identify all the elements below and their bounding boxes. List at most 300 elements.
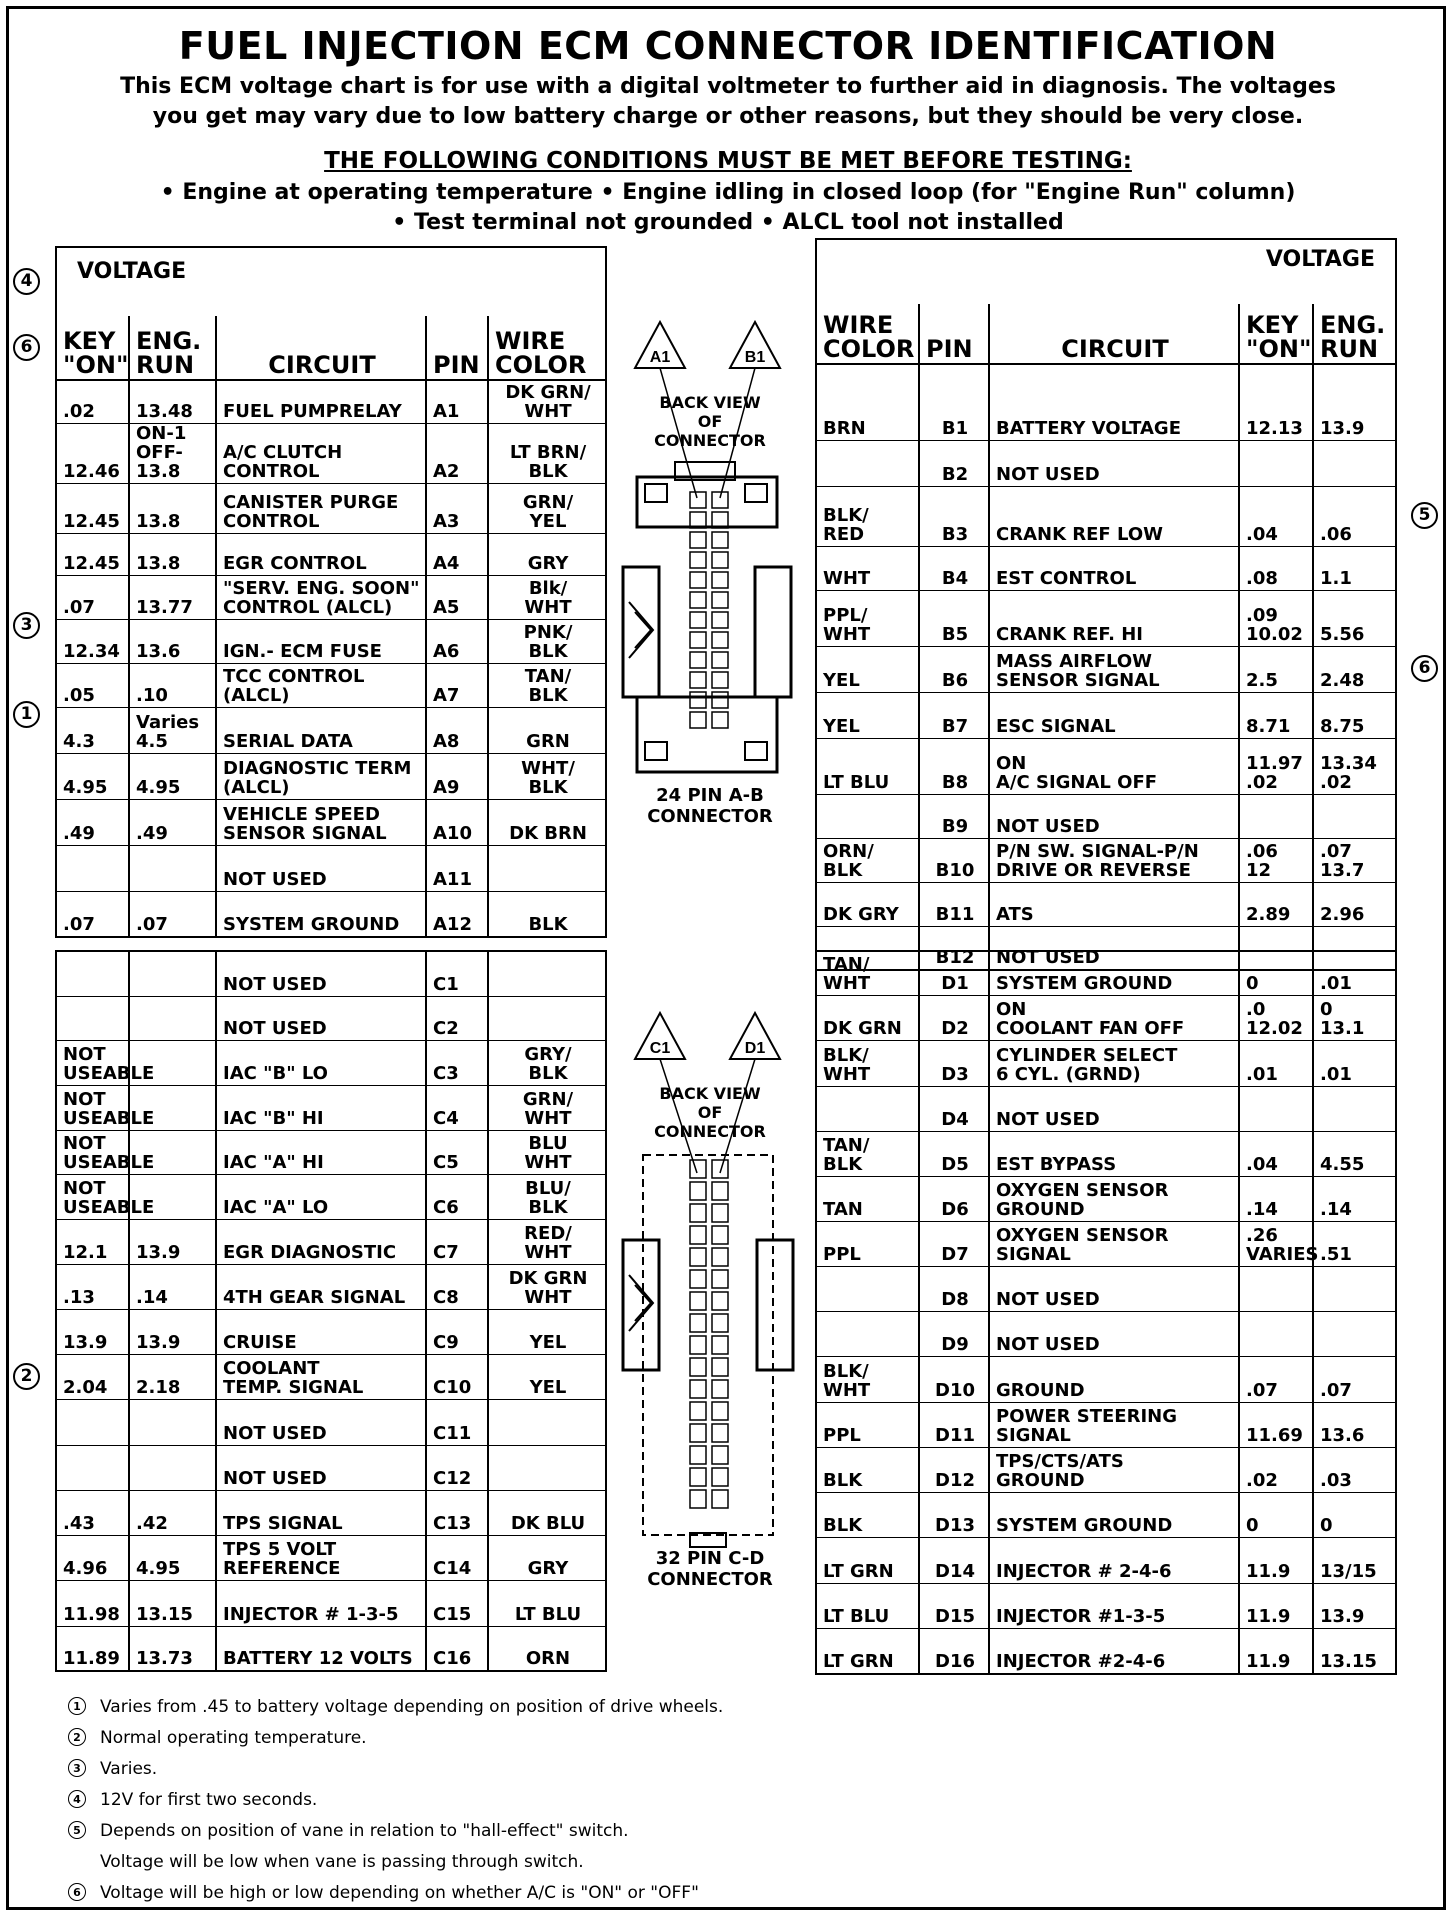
col-eng-run: ENG. RUN bbox=[129, 316, 216, 380]
eng-run-cell: .03 bbox=[1313, 1447, 1396, 1492]
key-on-cell: NOT USEABLE bbox=[56, 1174, 129, 1219]
circuit-cell: BATTERY VOLTAGE bbox=[989, 364, 1239, 440]
pin-cell: B5 bbox=[919, 590, 989, 646]
table-row bbox=[56, 1264, 606, 1309]
key-on-cell: 12.13 bbox=[1239, 364, 1313, 440]
pin-cell: B12 bbox=[919, 926, 989, 970]
table-row bbox=[56, 1626, 606, 1671]
table-row bbox=[816, 546, 1396, 590]
col-key-on: KEY "ON" bbox=[56, 316, 129, 380]
table-row bbox=[56, 799, 606, 845]
eng-run-cell: 13.15 bbox=[129, 1580, 216, 1626]
col-eng-run-right: ENG. RUN bbox=[1313, 304, 1396, 364]
eng-run-cell: 13.8 bbox=[129, 483, 216, 533]
circuit-cell: INJECTOR # 1-3-5 bbox=[216, 1580, 426, 1626]
connector-pin bbox=[690, 1314, 706, 1332]
pin-cell: C7 bbox=[426, 1219, 488, 1264]
circuit-cell: EGR CONTROL bbox=[216, 533, 426, 575]
pin-cell: C12 bbox=[426, 1445, 488, 1490]
circuit-cell: FUEL PUMPRELAY bbox=[216, 380, 426, 423]
pin-cell: A5 bbox=[426, 575, 488, 619]
eng-run-cell: .42 bbox=[129, 1490, 216, 1535]
key-on-cell: 11.9 bbox=[1239, 1628, 1313, 1674]
eng-run-cell bbox=[129, 1445, 216, 1490]
footnote-item bbox=[68, 1785, 723, 1816]
connector-pin bbox=[712, 1248, 728, 1266]
table-row bbox=[816, 838, 1396, 882]
key-on-cell: 2.5 bbox=[1239, 646, 1313, 692]
table-row bbox=[56, 1174, 606, 1219]
wire-color-cell: TAN bbox=[816, 1176, 919, 1221]
eng-run-cell bbox=[1313, 440, 1396, 486]
circuit-cell: VEHICLE SPEED SENSOR SIGNAL bbox=[216, 799, 426, 845]
pin-cell: C14 bbox=[426, 1535, 488, 1580]
pin-cell: B8 bbox=[919, 738, 989, 794]
connector-pin bbox=[690, 572, 706, 588]
table-row bbox=[816, 1447, 1396, 1492]
wire-color-cell: LT BLU bbox=[816, 1583, 919, 1628]
connector-pin bbox=[712, 612, 728, 628]
connector-pin bbox=[690, 592, 706, 608]
connector-pin bbox=[690, 712, 706, 728]
wire-color-cell: TAN/ BLK bbox=[488, 663, 606, 707]
table-d-pins bbox=[815, 950, 1397, 1675]
wire-color-cell bbox=[816, 1266, 919, 1311]
table-row bbox=[56, 951, 606, 996]
footnote-text: Voltage will be high or low depending on whether A/C is "ON" or "OFF" bbox=[100, 1883, 699, 1903]
eng-run-cell: 13.34 .02 bbox=[1313, 738, 1396, 794]
pin-cell: A9 bbox=[426, 753, 488, 799]
eng-run-cell bbox=[1313, 1266, 1396, 1311]
connector-ab-label: 24 PIN A-B CONNECTOR bbox=[647, 785, 773, 827]
footnote-text: Depends on position of vane in relation to "hall-effect" switch. Voltage will be low when vane is passing through switch. bbox=[100, 1821, 629, 1872]
connector-cd-label: 32 PIN C-D CONNECTOR bbox=[647, 1548, 773, 1590]
pin-cell: D2 bbox=[919, 995, 989, 1040]
table-row bbox=[56, 663, 606, 707]
circuit-cell: NOT USED bbox=[216, 1399, 426, 1445]
wire-color-cell: PPL bbox=[816, 1221, 919, 1266]
wire-color-cell: LT GRN bbox=[816, 1628, 919, 1674]
table-row bbox=[56, 483, 606, 533]
connector-pin bbox=[690, 1358, 706, 1376]
eng-run-cell: 13.73 bbox=[129, 1626, 216, 1671]
eng-run-cell: 13/15 bbox=[1313, 1537, 1396, 1583]
footnote-number: 6 bbox=[68, 1883, 86, 1901]
circuit-cell: CRUISE bbox=[216, 1309, 426, 1354]
pin-cell: B3 bbox=[919, 486, 989, 546]
connector-pin bbox=[690, 1204, 706, 1222]
key-on-cell: .06 12 bbox=[1239, 838, 1313, 882]
wire-color-cell: LT BLU bbox=[488, 1580, 606, 1626]
connector-pin bbox=[712, 1402, 728, 1420]
circuit-cell: NOT USED bbox=[989, 1266, 1239, 1311]
eng-run-cell bbox=[129, 845, 216, 891]
connector-ab-body bbox=[623, 462, 791, 777]
pin-cell: A11 bbox=[426, 845, 488, 891]
key-on-cell bbox=[56, 951, 129, 996]
table-row bbox=[816, 1402, 1396, 1447]
wire-color-cell: GRY/ BLK bbox=[488, 1040, 606, 1085]
circuit-cell: CANISTER PURGE CONTROL bbox=[216, 483, 426, 533]
key-on-cell bbox=[56, 996, 129, 1040]
pin-cell: C6 bbox=[426, 1174, 488, 1219]
pin-cell: A8 bbox=[426, 707, 488, 753]
wire-color-cell: PPL/ WHT bbox=[816, 590, 919, 646]
table-row bbox=[56, 575, 606, 619]
pin-cell: D14 bbox=[919, 1537, 989, 1583]
circuit-cell: "SERV. ENG. SOON" CONTROL (ALCL) bbox=[216, 575, 426, 619]
connector-pin bbox=[712, 1380, 728, 1398]
table-row bbox=[56, 1354, 606, 1399]
circuit-cell: OXYGEN SENSOR SIGNAL bbox=[989, 1221, 1239, 1266]
eng-run-cell: .10 bbox=[129, 663, 216, 707]
connector-pin bbox=[712, 1270, 728, 1288]
circuit-cell: GROUND bbox=[989, 1356, 1239, 1402]
wire-color-cell: TAN/ BLK bbox=[816, 1131, 919, 1176]
wire-color-cell bbox=[816, 440, 919, 486]
table-row bbox=[816, 692, 1396, 738]
table-row bbox=[816, 364, 1396, 440]
conditions-line-1: • Engine at operating temperature • Engine idling in closed loop (for "Engine Run" column) bbox=[160, 180, 1296, 205]
circuit-cell: OXYGEN SENSOR GROUND bbox=[989, 1176, 1239, 1221]
pin-cell: C13 bbox=[426, 1490, 488, 1535]
wire-color-cell: DK GRY bbox=[816, 882, 919, 926]
eng-run-cell bbox=[1313, 1311, 1396, 1356]
key-on-cell: 12.34 bbox=[56, 619, 129, 663]
connector-cd-pins bbox=[690, 1160, 728, 1508]
circuit-cell: ON COOLANT FAN OFF bbox=[989, 995, 1239, 1040]
connector-pin bbox=[712, 1424, 728, 1442]
footnote-number: 2 bbox=[68, 1728, 86, 1746]
pin-cell: A4 bbox=[426, 533, 488, 575]
pin-cell: D8 bbox=[919, 1266, 989, 1311]
key-on-cell: .04 bbox=[1239, 486, 1313, 546]
table-c-pins bbox=[55, 950, 607, 1672]
table-row bbox=[816, 995, 1396, 1040]
footnotes bbox=[68, 1692, 723, 1909]
key-on-cell: 11.9 bbox=[1239, 1583, 1313, 1628]
connector-pin bbox=[712, 1336, 728, 1354]
wire-color-cell bbox=[488, 1399, 606, 1445]
footnote-item bbox=[68, 1816, 723, 1878]
connector-pin bbox=[690, 1248, 706, 1266]
circuit-cell: EST CONTROL bbox=[989, 546, 1239, 590]
circuit-cell: ESC SIGNAL bbox=[989, 692, 1239, 738]
pin-cell: C15 bbox=[426, 1580, 488, 1626]
wire-color-cell: DK GRN/ WHT bbox=[488, 380, 606, 423]
wire-color-cell: BRN bbox=[816, 364, 919, 440]
eng-run-cell bbox=[129, 996, 216, 1040]
connector-pin bbox=[690, 1336, 706, 1354]
table-row bbox=[56, 533, 606, 575]
key-on-cell: 11.98 bbox=[56, 1580, 129, 1626]
wire-color-cell: BLU/ BLK bbox=[488, 1174, 606, 1219]
col-circuit-right: CIRCUIT bbox=[989, 304, 1239, 364]
footnote-marker-6: 6 bbox=[13, 334, 40, 361]
footnote-text: 12V for first two seconds. bbox=[100, 1790, 318, 1810]
table-row bbox=[816, 1311, 1396, 1356]
wire-color-cell: ORN bbox=[488, 1626, 606, 1671]
circuit-cell: DIAGNOSTIC TERM (ALCL) bbox=[216, 753, 426, 799]
connector-pin bbox=[690, 1182, 706, 1200]
wire-color-cell: WHT/ BLK bbox=[488, 753, 606, 799]
key-on-cell: .07 bbox=[56, 891, 129, 937]
pin-cell: C3 bbox=[426, 1040, 488, 1085]
wire-color-cell: LT BLU bbox=[816, 738, 919, 794]
pin-a1-label: A1 bbox=[649, 349, 671, 366]
connector-pin bbox=[712, 1292, 728, 1310]
circuit-cell: CRANK REF. HI bbox=[989, 590, 1239, 646]
eng-run-cell: 2.48 bbox=[1313, 646, 1396, 692]
connector-pin bbox=[690, 1424, 706, 1442]
pin-cell: C4 bbox=[426, 1085, 488, 1130]
table-row bbox=[816, 590, 1396, 646]
key-on-cell: .0 12.02 bbox=[1239, 995, 1313, 1040]
pin-cell: A10 bbox=[426, 799, 488, 845]
eng-run-cell: 4.55 bbox=[1313, 1131, 1396, 1176]
wire-color-cell: YEL bbox=[488, 1354, 606, 1399]
key-on-cell bbox=[1239, 1266, 1313, 1311]
connector-pin bbox=[712, 1468, 728, 1486]
circuit-cell: TPS 5 VOLT REFERENCE bbox=[216, 1535, 426, 1580]
wire-color-cell bbox=[488, 845, 606, 891]
eng-run-cell: 2.18 bbox=[129, 1354, 216, 1399]
table-row bbox=[56, 1085, 606, 1130]
circuit-cell: POWER STEERING SIGNAL bbox=[989, 1402, 1239, 1447]
circuit-cell: IGN.- ECM FUSE bbox=[216, 619, 426, 663]
table-row bbox=[56, 845, 606, 891]
table-row bbox=[816, 1628, 1396, 1674]
wire-color-cell: BLK bbox=[816, 1492, 919, 1537]
pin-cell: C2 bbox=[426, 996, 488, 1040]
footnote-number: 1 bbox=[68, 1697, 86, 1715]
key-on-cell: 12.45 bbox=[56, 533, 129, 575]
key-on-cell: .07 bbox=[1239, 1356, 1313, 1402]
connector-ab-back-view: BACK VIEW OF CONNECTOR bbox=[654, 393, 766, 450]
key-on-cell: .02 bbox=[1239, 1447, 1313, 1492]
footnote-number: 4 bbox=[68, 1790, 86, 1808]
pin-cell: D9 bbox=[919, 1311, 989, 1356]
voltage-heading: VOLTAGE bbox=[77, 259, 187, 284]
wire-color-cell: BLK/ RED bbox=[816, 486, 919, 546]
wire-color-cell: PPL bbox=[816, 1402, 919, 1447]
key-on-cell: .05 bbox=[56, 663, 129, 707]
table-a-pins bbox=[55, 246, 607, 938]
table-row bbox=[816, 1356, 1396, 1402]
eng-run-cell: 0 bbox=[1313, 1492, 1396, 1537]
pin-cell: D3 bbox=[919, 1040, 989, 1086]
wire-color-cell bbox=[488, 1445, 606, 1490]
connector-pin bbox=[712, 672, 728, 688]
table-row bbox=[816, 440, 1396, 486]
wire-color-cell: DK BRN bbox=[488, 799, 606, 845]
key-on-cell: 8.71 bbox=[1239, 692, 1313, 738]
pin-cell: B11 bbox=[919, 882, 989, 926]
connector-pin bbox=[690, 1446, 706, 1464]
pin-cell: D15 bbox=[919, 1583, 989, 1628]
eng-run-cell: .07 bbox=[1313, 1356, 1396, 1402]
key-on-cell: .02 bbox=[56, 380, 129, 423]
key-on-cell: 11.9 bbox=[1239, 1537, 1313, 1583]
eng-run-cell: 13.15 bbox=[1313, 1628, 1396, 1674]
eng-run-cell: .06 bbox=[1313, 486, 1396, 546]
wire-color-cell: ORN/ BLK bbox=[816, 838, 919, 882]
circuit-cell: NOT USED bbox=[989, 1311, 1239, 1356]
table-row bbox=[816, 1131, 1396, 1176]
wire-color-cell: BLK bbox=[816, 1447, 919, 1492]
key-on-cell: 13.9 bbox=[56, 1309, 129, 1354]
circuit-cell: NOT USED bbox=[989, 440, 1239, 486]
wire-color-cell: GRN bbox=[488, 707, 606, 753]
pin-cell: D10 bbox=[919, 1356, 989, 1402]
key-on-cell: .26 VARIES bbox=[1239, 1221, 1313, 1266]
eng-run-cell: .51 bbox=[1313, 1221, 1396, 1266]
pin-cell: A1 bbox=[426, 380, 488, 423]
key-on-cell: 11.97 .02 bbox=[1239, 738, 1313, 794]
circuit-cell: IAC "B" HI bbox=[216, 1085, 426, 1130]
connector-pin bbox=[712, 652, 728, 668]
connector-pin bbox=[690, 1490, 706, 1508]
circuit-cell: NOT USED bbox=[989, 1086, 1239, 1131]
wire-color-cell: GRY bbox=[488, 1535, 606, 1580]
circuit-cell: TPS SIGNAL bbox=[216, 1490, 426, 1535]
connector-pin bbox=[712, 1182, 728, 1200]
eng-run-cell: 13.9 bbox=[1313, 1583, 1396, 1628]
key-on-cell: 12.1 bbox=[56, 1219, 129, 1264]
connector-pin bbox=[690, 672, 706, 688]
eng-run-cell: Varies 4.5 bbox=[129, 707, 216, 753]
circuit-cell: NOT USED bbox=[216, 996, 426, 1040]
connector-pin bbox=[690, 1468, 706, 1486]
wire-color-cell: YEL bbox=[488, 1309, 606, 1354]
connector-pin bbox=[712, 592, 728, 608]
key-on-cell: NOT USEABLE bbox=[56, 1085, 129, 1130]
eng-run-cell: 5.56 bbox=[1313, 590, 1396, 646]
circuit-cell: TCC CONTROL (ALCL) bbox=[216, 663, 426, 707]
circuit-cell: INJECTOR #1-3-5 bbox=[989, 1583, 1239, 1628]
wire-color-cell: YEL bbox=[816, 692, 919, 738]
table-b-pins bbox=[815, 238, 1397, 971]
eng-run-cell: ON-1 OFF-13.8 bbox=[129, 423, 216, 483]
wire-color-cell: RED/ WHT bbox=[488, 1219, 606, 1264]
key-on-cell: .09 10.02 bbox=[1239, 590, 1313, 646]
key-on-cell: .01 bbox=[1239, 1040, 1313, 1086]
table-row bbox=[816, 882, 1396, 926]
connector-pin bbox=[712, 552, 728, 568]
table-row bbox=[56, 891, 606, 937]
wire-color-cell: BLU WHT bbox=[488, 1130, 606, 1174]
connector-pin bbox=[712, 712, 728, 728]
connector-pin bbox=[690, 1226, 706, 1244]
connector-pin bbox=[712, 1314, 728, 1332]
eng-run-cell: 13.6 bbox=[1313, 1402, 1396, 1447]
connector-pin bbox=[690, 1380, 706, 1398]
intro-line-2: you get may vary due to low battery charge or other reasons, but they should be very close. bbox=[152, 104, 1304, 129]
circuit-cell: CYLINDER SELECT 6 CYL. (GRND) bbox=[989, 1040, 1239, 1086]
circuit-cell: SERIAL DATA bbox=[216, 707, 426, 753]
table-row bbox=[816, 646, 1396, 692]
wire-color-cell: YEL bbox=[816, 646, 919, 692]
table-row bbox=[56, 619, 606, 663]
pin-cell: D6 bbox=[919, 1176, 989, 1221]
footnote-marker-2: 2 bbox=[13, 1363, 40, 1390]
circuit-cell: TPS/CTS/ATS GROUND bbox=[989, 1447, 1239, 1492]
wire-color-cell bbox=[816, 1086, 919, 1131]
wire-color-cell bbox=[488, 951, 606, 996]
footnote-item bbox=[68, 1723, 723, 1754]
connector-pin bbox=[690, 1160, 706, 1178]
pin-cell: A6 bbox=[426, 619, 488, 663]
pin-cell: B6 bbox=[919, 646, 989, 692]
circuit-cell: INJECTOR #2-4-6 bbox=[989, 1628, 1239, 1674]
table-row bbox=[816, 1176, 1396, 1221]
conditions-line-2: • Test terminal not grounded • ALCL tool not installed bbox=[392, 210, 1064, 235]
eng-run-cell: .07 bbox=[129, 891, 216, 937]
table-row bbox=[56, 707, 606, 753]
circuit-cell: EGR DIAGNOSTIC bbox=[216, 1219, 426, 1264]
pin-b1-label: B1 bbox=[744, 349, 766, 366]
circuit-cell: ATS bbox=[989, 882, 1239, 926]
connector-pin bbox=[690, 652, 706, 668]
footnote-item bbox=[68, 1878, 723, 1909]
circuit-cell: SYSTEM GROUND bbox=[216, 891, 426, 937]
circuit-cell: NOT USED bbox=[216, 845, 426, 891]
pin-cell: B2 bbox=[919, 440, 989, 486]
table-row bbox=[56, 1490, 606, 1535]
footnote-marker-3: 3 bbox=[13, 612, 40, 639]
footnote-text: Normal operating temperature. bbox=[100, 1728, 367, 1748]
circuit-cell: MASS AIRFLOW SENSOR SIGNAL bbox=[989, 646, 1239, 692]
key-on-cell bbox=[1239, 440, 1313, 486]
pin-cell: B1 bbox=[919, 364, 989, 440]
key-on-cell bbox=[1239, 794, 1313, 838]
connector-cd-body bbox=[623, 1155, 793, 1547]
connector-pin bbox=[712, 492, 728, 508]
key-on-cell: 0 bbox=[1239, 951, 1313, 995]
key-on-cell: 4.3 bbox=[56, 707, 129, 753]
eng-run-cell: 8.75 bbox=[1313, 692, 1396, 738]
table-row bbox=[56, 1445, 606, 1490]
connector-pin bbox=[712, 632, 728, 648]
eng-run-cell: 13.48 bbox=[129, 380, 216, 423]
key-on-cell: .07 bbox=[56, 575, 129, 619]
table-row bbox=[56, 1535, 606, 1580]
pin-cell: D4 bbox=[919, 1086, 989, 1131]
footnote-text: Varies from .45 to battery voltage depending on position of drive wheels. bbox=[100, 1697, 724, 1717]
connector-pin bbox=[690, 552, 706, 568]
eng-run-cell bbox=[129, 951, 216, 996]
connector-pin bbox=[690, 532, 706, 548]
wire-color-cell: Blk/ WHT bbox=[488, 575, 606, 619]
key-on-cell bbox=[1239, 1311, 1313, 1356]
col-circuit: CIRCUIT bbox=[216, 316, 426, 380]
eng-run-cell: 4.95 bbox=[129, 1535, 216, 1580]
circuit-cell: A/C CLUTCH CONTROL bbox=[216, 423, 426, 483]
col-pin-right: PIN bbox=[919, 304, 989, 364]
table-row bbox=[816, 738, 1396, 794]
wire-color-cell: PNK/ BLK bbox=[488, 619, 606, 663]
key-on-cell: 2.04 bbox=[56, 1354, 129, 1399]
key-on-cell: 4.96 bbox=[56, 1535, 129, 1580]
circuit-cell: CRANK REF LOW bbox=[989, 486, 1239, 546]
wire-color-cell: DK GRN bbox=[816, 995, 919, 1040]
eng-run-cell: .14 bbox=[129, 1264, 216, 1309]
connector-cd-back-view: BACK VIEW OF CONNECTOR bbox=[654, 1084, 766, 1141]
wire-color-cell: WHT bbox=[816, 546, 919, 590]
circuit-cell: IAC "B" LO bbox=[216, 1040, 426, 1085]
eng-run-cell: .01 bbox=[1313, 951, 1396, 995]
connector-pin bbox=[712, 692, 728, 708]
